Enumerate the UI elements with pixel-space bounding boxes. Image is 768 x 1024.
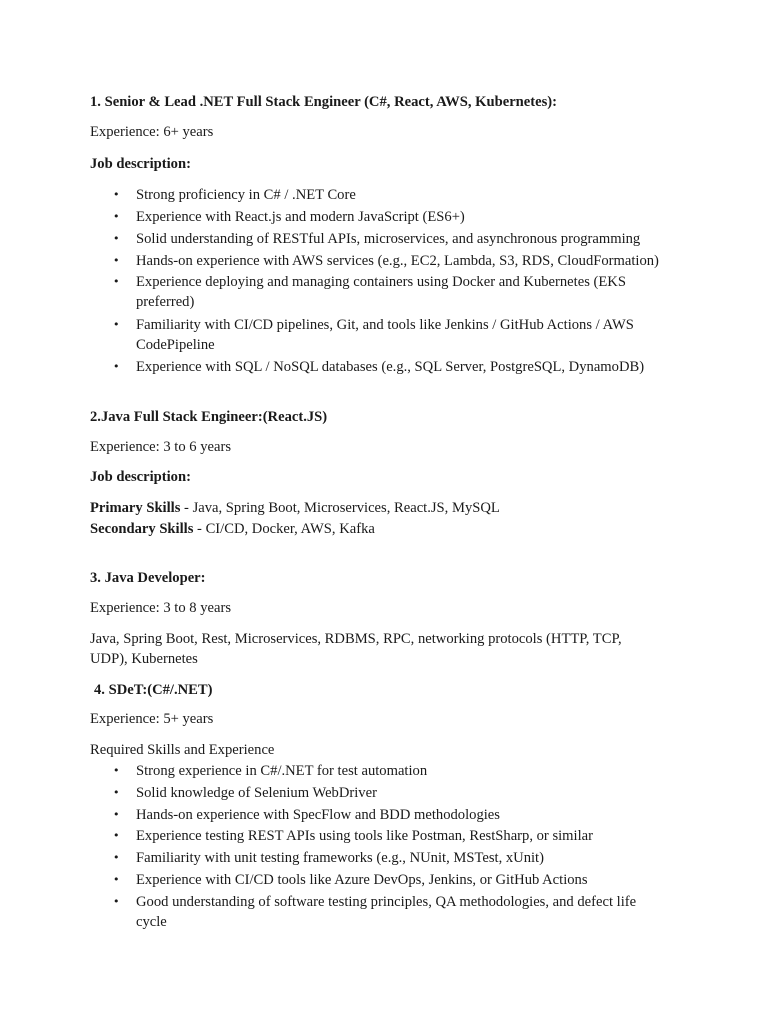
list-item: • Hands-on experience with AWS services (e.g., EC2, Lambda, S3, RDS, CloudFormation): [136, 251, 659, 271]
list-item: • Solid knowledge of Selenium WebDriver: [136, 783, 377, 803]
section-1-title: 1. Senior & Lead .NET Full Stack Engineer (C#, React, AWS, Kubernetes):: [90, 94, 558, 110]
list-item: • Hands-on experience with SpecFlow and BDD methodologies: [136, 805, 500, 825]
section-1-job-description-heading: Job description:: [90, 156, 191, 172]
list-item: • Strong proficiency in C# / .NET Core: [136, 185, 356, 205]
section-2-title: 2.Java Full Stack Engineer:(React.JS): [90, 409, 328, 425]
secondary-skills-label: Secondary Skills: [90, 521, 194, 537]
primary-skills-line: [90, 498, 500, 518]
list-item-line: Familiarity with CI/CD pipelines, Git, and tools like Jenkins / GitHub Actions / AWS: [136, 317, 634, 333]
list-item: [136, 272, 626, 312]
list-item-line: CodePipeline: [136, 337, 215, 353]
list-item: • Experience with SQL / NoSQL databases (e.g., SQL Server, PostgreSQL, DynamoDB): [136, 357, 644, 377]
section-4-title: 4. SDeT:(C#/.NET): [94, 682, 213, 698]
list-item: • Familiarity with unit testing frameworks (e.g., NUnit, MSTest, xUnit): [136, 848, 544, 868]
list-item: • Experience with CI/CD tools like Azure DevOps, Jenkins, or GitHub Actions: [136, 870, 588, 890]
secondary-skills-value: - CI/CD, Docker, AWS, Kafka: [193, 521, 375, 537]
section-4-experience: Experience: 5+ years: [90, 711, 214, 727]
list-item: • Experience with React.js and modern JavaScript (ES6+): [136, 207, 465, 227]
list-item: [136, 315, 634, 355]
section-3-title: 3. Java Developer:: [90, 570, 206, 586]
primary-skills-value: - Java, Spring Boot, Microservices, React.JS, MySQL: [180, 500, 500, 516]
list-item-line: cycle: [136, 914, 167, 930]
section-1-experience: Experience: 6+ years: [90, 124, 214, 140]
list-item: • Strong experience in C#/.NET for test automation: [136, 761, 427, 781]
section-2-job-description-heading: Job description:: [90, 469, 191, 485]
section-3-skills-line-2: UDP), Kubernetes: [90, 651, 198, 667]
secondary-skills-line: [90, 519, 375, 539]
list-item-line: Good understanding of software testing principles, QA methodologies, and defect life: [136, 894, 637, 910]
section-3-skills-line-1: Java, Spring Boot, Rest, Microservices, RDBMS, RPC, networking protocols (HTTP, TCP,: [90, 631, 622, 647]
section-4-required-heading: Required Skills and Experience: [90, 742, 275, 758]
section-3-experience: Experience: 3 to 8 years: [90, 600, 232, 616]
list-item-line: Experience deploying and managing containers using Docker and Kubernetes (EKS: [136, 274, 626, 290]
section-2-experience: Experience: 3 to 6 years: [90, 439, 232, 455]
list-item: [136, 892, 636, 932]
list-item: • Solid understanding of RESTful APIs, microservices, and asynchronous programming: [136, 229, 640, 249]
primary-skills-label: Primary Skills: [90, 500, 181, 516]
list-item: • Experience testing REST APIs using tools like Postman, RestSharp, or similar: [136, 826, 593, 846]
list-item-line: preferred): [136, 294, 195, 310]
